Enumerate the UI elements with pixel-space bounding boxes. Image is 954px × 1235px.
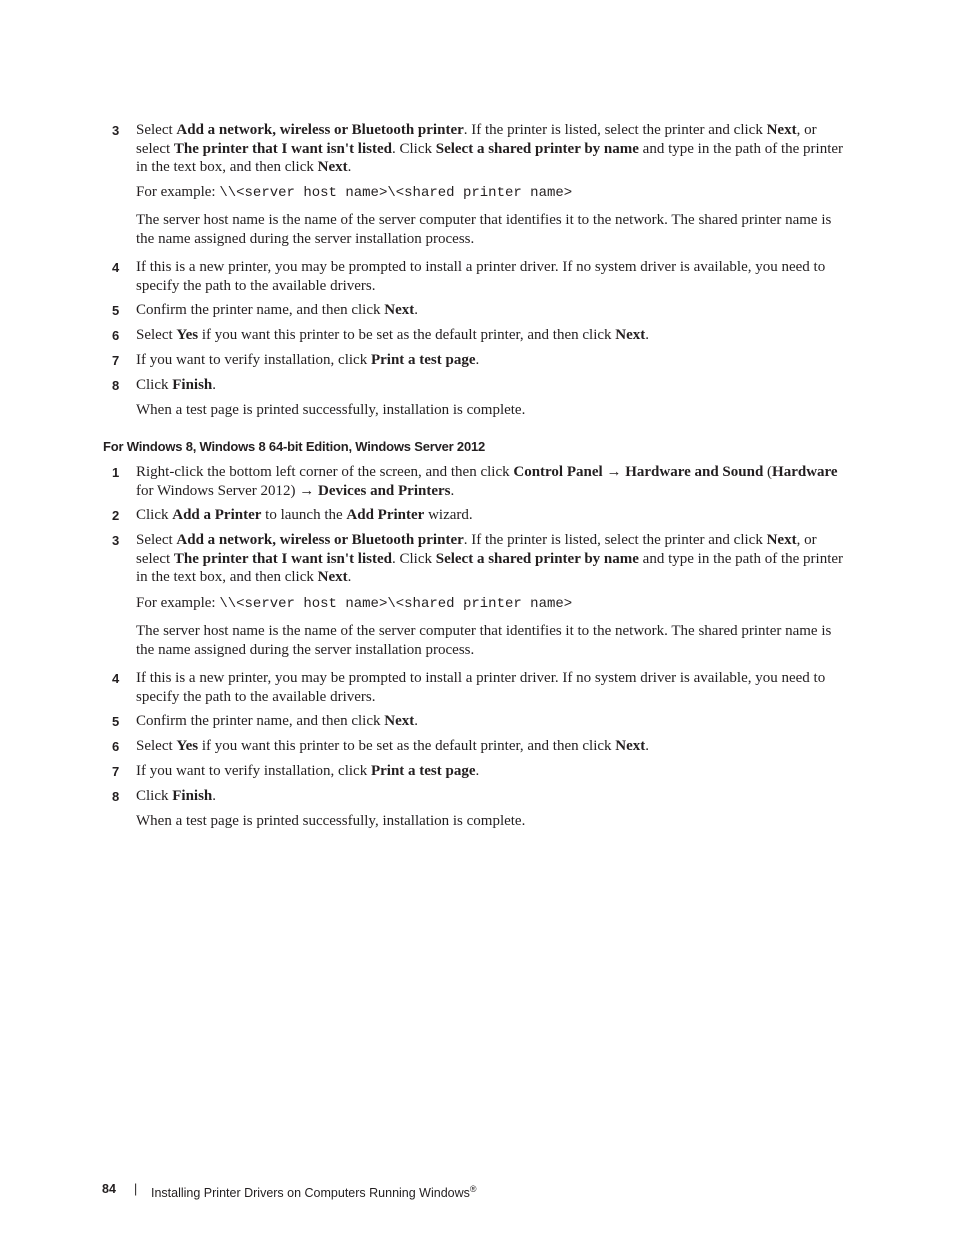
step-text-run: . Click [391, 140, 436, 157]
registered-mark: ® [469, 1184, 477, 1194]
step-text [136, 351, 848, 370]
step-text [136, 762, 848, 781]
s1-server-note: The server host name is the name of the server computer that identifies it to the network. The shared printer name is the name assigned during the server installation process. [136, 212, 832, 247]
step-number: 1 [112, 465, 120, 480]
example-code: \\<server host name>\<shared printer name> [219, 185, 573, 201]
section-heading: For Windows 8, Windows 8 64-bit Edition, Windows Server 2012 [103, 439, 486, 454]
s2-complete-note: When a test page is printed successfully, installation is complete. [136, 813, 526, 829]
step-text [136, 463, 848, 500]
step-number: 8 [112, 378, 120, 393]
step-text-run: to launch the [261, 507, 347, 523]
step-number: 2 [112, 508, 120, 523]
step-text [136, 787, 848, 806]
step-text [136, 301, 848, 320]
ui-term: The printer that I want isn't listed [173, 550, 392, 567]
ui-term: Select a shared printer by name [435, 140, 639, 157]
ui-term: Next [766, 122, 797, 138]
step-text-run: . [414, 302, 419, 318]
step-text-run: Click [136, 507, 173, 523]
step-number: 5 [112, 303, 120, 318]
step-number: 8 [112, 789, 120, 804]
ui-term: Add a network, wireless or Bluetooth printer [176, 122, 464, 138]
step-text-run: ( [763, 464, 773, 480]
ui-term: Hardware [772, 464, 838, 480]
step-text-run: Click [136, 377, 173, 393]
footer-title-text: Installing Printer Drivers on Computers Running Windows [151, 1186, 470, 1201]
step-text [136, 258, 848, 295]
ui-term: Add a network, wireless or Bluetooth printer [176, 532, 464, 548]
step-number: 7 [112, 353, 120, 368]
step-number: 6 [112, 739, 120, 754]
ui-term: Finish [172, 788, 213, 804]
step-text-run: . [645, 738, 650, 754]
step-text-run: . [212, 377, 217, 393]
ui-term: Yes [176, 327, 199, 343]
s2-example [136, 594, 848, 614]
step-text-run: . [645, 327, 650, 343]
step-text-run: . Click [391, 550, 436, 567]
step-text-run: If you want to verify installation, click [136, 763, 371, 779]
step-text-run: Click [136, 788, 173, 804]
step-text-run: . [450, 482, 455, 499]
ui-term: The printer that I want isn't listed [173, 140, 392, 157]
step-text-run: Right-click the bottom left corner of the screen, and then click [136, 464, 514, 480]
step-text-run: for Windows Server 2012) → [136, 482, 319, 499]
ui-term: Select a shared printer by name [435, 550, 639, 567]
step-text [136, 121, 848, 177]
footer-separator: | [134, 1182, 138, 1196]
page-number: 84 [102, 1182, 116, 1196]
ui-term: Print a test page [370, 352, 476, 368]
step-text-run: and type in the path of the printer in the text box, and then click [136, 550, 844, 586]
step-text [136, 531, 848, 587]
step-text-run: Select [136, 738, 177, 754]
ui-term: Print a test page [370, 763, 476, 779]
step-text-run: if you want this printer to be set as the default printer, and then click [198, 327, 616, 343]
ui-term: Add Printer [346, 507, 425, 523]
ui-term: Next [384, 302, 415, 318]
step-number: 3 [112, 533, 120, 548]
step-text-run: . [347, 159, 352, 176]
ui-term: Next [317, 159, 348, 176]
ui-term: Next [317, 569, 348, 586]
step-text-run: . [347, 569, 352, 586]
s1-example [136, 183, 848, 203]
ui-term: Next [766, 532, 797, 548]
step-text-run: Confirm the printer name, and then click [136, 713, 385, 729]
ui-term: Hardware and Sound [625, 464, 764, 480]
step-text-run: . [475, 352, 480, 368]
step-text [136, 376, 848, 395]
step-text-run: . If the printer is listed, select the printer and click [463, 122, 767, 138]
ui-term: Yes [176, 738, 199, 754]
example-label: For example: [136, 184, 220, 200]
step-number: 5 [112, 714, 120, 729]
step-text [136, 506, 848, 525]
step-text-run: Select [136, 327, 177, 343]
step-text-run: Select [136, 122, 177, 138]
step-text [136, 326, 848, 345]
step-number: 6 [112, 328, 120, 343]
s1-complete-note: When a test page is printed successfully, installation is complete. [136, 402, 526, 418]
ui-term: Add a Printer [172, 507, 262, 523]
step-text-run: . If the printer is listed, select the printer and click [463, 532, 767, 548]
step-text-run: → [602, 464, 626, 480]
step-text-run: If this is a new printer, you may be prompted to install a printer driver. If no system driver is available, you need to specify the path to the available drivers. [136, 259, 826, 294]
step-text-run: Confirm the printer name, and then click [136, 302, 385, 318]
example-code: \\<server host name>\<shared printer name> [219, 596, 573, 612]
step-text-run: if you want this printer to be set as the default printer, and then click [198, 738, 616, 754]
ui-term: Devices and Printers [318, 482, 451, 499]
step-text-run: wizard. [424, 507, 473, 523]
step-text-run: If this is a new printer, you may be prompted to install a printer driver. If no system driver is available, you need to specify the path to the available drivers. [136, 670, 826, 705]
step-text [136, 712, 848, 731]
step-text [136, 737, 848, 756]
step-text-run: Select [136, 532, 177, 548]
step-text-run: . [212, 788, 217, 804]
ui-term: Next [615, 327, 646, 343]
step-number: 4 [112, 671, 120, 686]
step-number: 7 [112, 764, 120, 779]
step-text-run: . [414, 713, 419, 729]
step-number: 3 [112, 123, 120, 138]
step-text [136, 669, 848, 706]
step-text-run: , or select [136, 122, 817, 157]
footer-title [151, 1180, 477, 1203]
step-text-run: . [475, 763, 480, 779]
ui-term: Control Panel [513, 464, 603, 480]
example-label: For example: [136, 595, 220, 611]
ui-term: Finish [172, 377, 213, 393]
s2-server-note: The server host name is the name of the server computer that identifies it to the network. The shared printer name is the name assigned during the server installation process. [136, 623, 832, 658]
step-text-run: and type in the path of the printer in the text box, and then click [136, 140, 844, 176]
ui-term: Next [384, 713, 415, 729]
step-text-run: , or select [136, 532, 817, 567]
step-number: 4 [112, 260, 120, 275]
ui-term: Next [615, 738, 646, 754]
step-text-run: If you want to verify installation, click [136, 352, 371, 368]
